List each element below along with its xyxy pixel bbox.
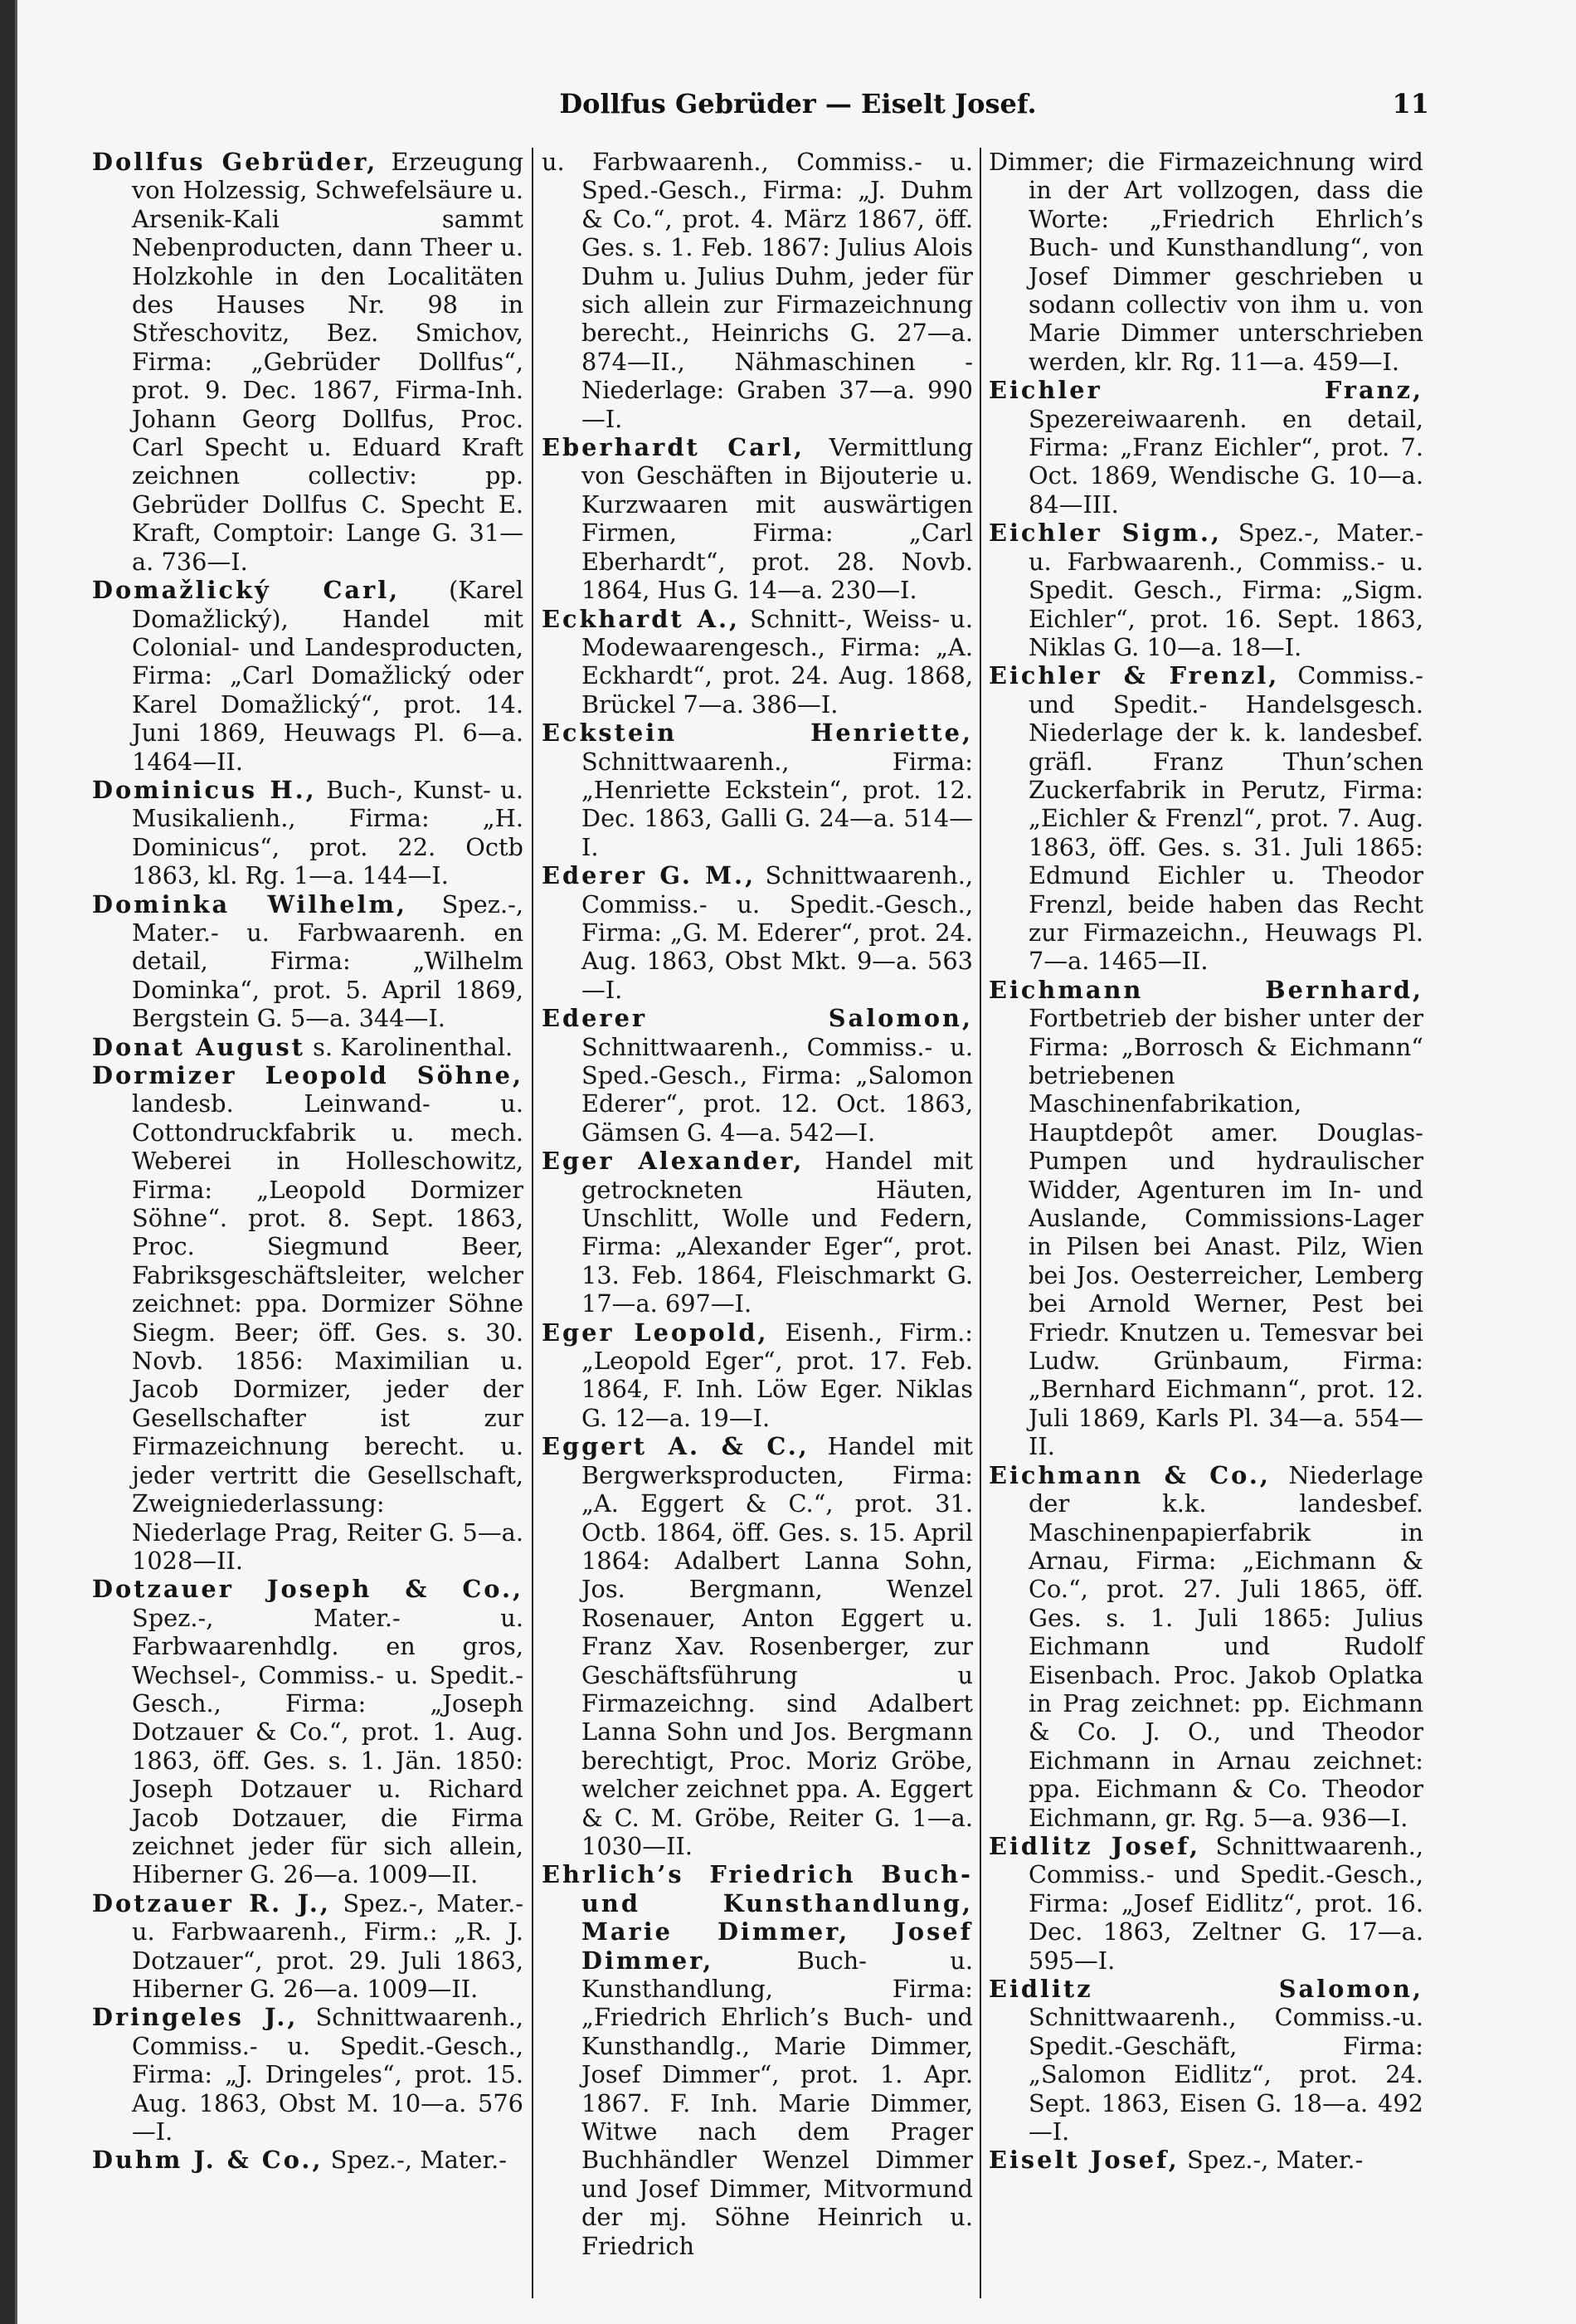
directory-entry [542,1004,973,1147]
entry-name: Eiselt Josef, [989,2146,1180,2175]
directory-entry [989,976,1423,1461]
entry-text: landesb. Leinwand- u. Cottondruckfabrik u. mech. Weberei in Holleschowitz, Firma: „Leopold Dormizer Söhne“. prot. 8. Sept. 1863, Proc. Siegmund Beer, Fabriksgeschäftsleiter, welcher zeichnet: ppa. Dormizer Söhne Siegm. Beer; öff. Ges. s. 30. Novb. 1856: Maximilian u. Jacob Dormizer, jeder der Gesellschafter ist zur Firmazeichnung berecht. u. jeder vertritt die Gesellschaft, Zweigniederlassung: Niederlage Prag, Reiter G. 5—a. 1028—II. [132,1089,523,1575]
entry-text: Schnittwaarenh., Firma: „Henriette Eckstein“, prot. 12. Dec. 1863, Galli G. 24—a. 514—I. [581,747,973,861]
directory-entry [92,148,523,576]
entry-name: Dollfus Gebrüder, [92,148,378,176]
entry-name: Eichler Sigm., [989,519,1222,548]
column-2 [542,148,973,2260]
directory-entry [989,2146,1423,2174]
entry-text: Spez.-, Mater.- u. Farbwaarenh., Commiss.- u. Spedit. Gesch., Firma: „Sigm. Eichler“, prot. 16. Sept. 1863, Niklas G. 10—a. 18—I. [1029,519,1423,661]
entry-name: Eidlitz Salomon, [989,1975,1423,2003]
directory-entry [542,1147,973,1318]
directory-entry [542,1318,973,1433]
entry-text: Niederlage der k.k. landesbef. Maschinenpapierfabrik in Arnau, Firma: „Eichmann & Co.“, prot. 27. Juli 1865, öff. Ges. s. 1. Juli 1865: Julius Eichmann und Rudolf Eisenbach. Proc. Jakob Oplatka in Prag zeichnet: pp. Eichmann & Co. J. O., und Theodor Eichmann in Arnau zeichnet: ppa. Eichmann & Co. Theodor Eichmann, gr. Rg. 5—a. 936—I. [1029,1460,1423,1832]
directory-entry [542,719,973,861]
entry-name: Eger Alexander, [542,1147,805,1176]
running-head: Dollfus Gebrüder — Eiselt Josef. [559,88,1037,119]
entry-name: Dotzauer R. J., [92,1888,331,1917]
entry-name: Duhm J. & Co., [92,2146,323,2175]
page-header [17,88,1576,126]
directory-entry [989,1832,1423,1975]
directory-entry [92,1061,523,1575]
entry-text: Buch-, Kunst- u. Musikalienh., Firma: „H. Dominicus“, prot. 22. Octb 1863, kl. Rg. 1—a. 144—I. [132,775,524,890]
entry-text: (Karel Domažlický), Handel mit Colonial- und Landesproducten, Firma: „Carl Domažlický oder Karel Domažlický“, prot. 14. Juni 1869, Heuwags Pl. 6—a. 1464—II. [132,576,523,776]
entry-text: Schnittwaarenh., Commiss.- und Spedit.-Gesch., Firma: „Josef Eidlitz“, prot. 16. Dec. 1863, Zeltner G. 17—a. 595—I. [1029,1831,1424,1975]
entry-name: Eichler Franz, [989,376,1423,405]
directory-entry [542,1432,973,1860]
entry-text: Commiss.- und Spedit.- Handelsgesch. Niederlage der k. k. landesbef. gräfl. Franz Thun’schen Zuckerfabrik in Perutz, Firma: „Eichler & Frenzl“, prot. 7. Aug. 1863, öff. Ges. s. 31. Juli 1865: Edmund Eichler u. Theodor Frenzl, beide haben das Recht zur Firmazeichn., Heuwags Pl. 7—a. 1465—II. [1029,661,1423,976]
entry-name: Eichler & Frenzl, [989,661,1280,690]
entry-text: Schnittwaarenh., Commiss.- u. Spedit.-Gesch., Firma: „G. M. Ederer“, prot. 24. Aug. 1863, Obst Mkt. 9—a. 563—I. [581,861,973,1004]
directory-entry [92,1033,523,1061]
directory-entry [542,605,973,719]
entry-text: Erzeugung von Holzessig, Schwefelsäure u. Arsenik-Kali sammt Nebenproducten, dann Theer u. Holzkohle in den Localitäten des Hauses Nr. 98 in Střeschovitz, Bez. Smichov, Firma: „Gebrüder Dollfus“, prot. 9. Dec. 1867, Firma-Inh. Johann Georg Dollfus, Proc. Carl Specht u. Eduard Kraft zeichnen collectiv: pp. Gebrüder Dollfus C. Specht E. Kraft, Comptoir: Lange G. 31—a. 736—I. [132,148,524,576]
entry-text: Schnitt-, Weiss- u. Modewaarengesch., Firma: „A. Eckhardt“, prot. 24. Aug. 1868, Brückel 7—a. 386—I. [581,604,974,719]
column-1 [92,148,523,2175]
entry-name: Dominicus H., [92,775,317,804]
column-rule [980,148,981,2298]
directory-entry [542,1860,973,2260]
entry-name: Donat August [92,1032,305,1061]
entry-text: Handel mit Bergwerksproducten, Firma: „A. Eggert & C.“, prot. 31. Octb. 1864, öff. Ges. s. 15. April 1864: Adalbert Lanna Sohn, Jos. Bergmann, Wenzel Rosenauer, Anton Eggert u. Franz Xav. Rosenberger, zur Geschäftsführung u Firmazeichng. sind Adalbert Lanna Sohn und Jos. Bergmann berechtigt, Proc. Moriz Gröbe, welcher zeichnet ppa. A. Eggert & C. M. Gröbe, Reiter G. 1—a. 1030—II. [581,1432,973,1860]
entry-name: Dotzauer Joseph & Co., [92,1575,523,1604]
entry-text: Vermittlung von Geschäften in Bijouterie u. Kurzwaaren mit auswärtigen Firmen, Firma: „Carl Eberhardt“, prot. 28. Novb. 1864, Hus G. 14—a. 230—I. [581,433,973,605]
entry-name: Eckhardt A., [542,604,741,633]
entry-text: Schnittwaarenh., Commiss.- u. Spedit.-Gesch., Firma: „J. Dringeles“, prot. 15. Aug. 1863, Obst M. 10—a. 576—I. [132,2003,524,2146]
entry-name: Eggert A. & C., [542,1432,810,1461]
entry-text: Schnittwaarenh., Commiss.-u. Spedit.-Geschäft, Firma: „Salomon Eidlitz“, prot. 24. Sept. 1863, Eisen G. 18—a. 492—I. [1029,2003,1423,2146]
entry-name: Eichmann & Co., [989,1460,1271,1489]
entry-text: Dimmer; die Firmazeichnung wird in der Art vollzogen, dass die Worte: „Friedrich Ehrlich’s Buch- und Kunsthandlung“, von Josef Dimmer geschrieben u sodann collectiv von ihm u. von Marie Dimmer unterschrieben werden, klr. Rg. 11—a. 459—I. [989,148,1423,376]
directory-page [15,0,1576,2324]
directory-entry [542,861,973,1004]
page-number: 11 [1392,88,1429,119]
entry-text: u. Farbwaarenh., Commiss.- u. Sped.-Gesch., Firma: „J. Duhm & Co.“, prot. 4. März 1867, öff. Ges. s. 1. Feb. 1867: Julius Alois Duhm u. Julius Duhm, jeder für sich allein zur Firmazeichnung berecht., Heinrichs G. 27—a. 874—II., Nähmaschinen - Niederlage: Graben 37—a. 990—I. [542,148,973,433]
entry-text: Buch- u. Kunsthandlung, Firma: „Friedrich Ehrlich’s Buch- und Kunsthandlg., Marie Dimmer, Josef Dimmer“, prot. 1. Apr. 1867. F. Inh. Marie Dimmer, Witwe nach dem Prager Buchhändler Wenzel Dimmer und Josef Dimmer, Mitvormund der mj. Söhne Heinrich u. Friedrich [581,1946,973,2260]
directory-entry [989,148,1423,376]
column-3 [989,148,1423,2175]
entry-name: Dringeles J., [92,2003,299,2032]
entry-name: Eckstein Henriette, [542,719,973,748]
entry-text: s. Karolinenthal. [313,1032,513,1061]
directory-entry [92,1575,523,1888]
entry-text: Spez.-, Mater.- [1187,2146,1364,2175]
directory-entry [92,576,523,776]
entry-name: Dormizer Leopold Söhne, [92,1061,523,1089]
entry-text: Spezereiwaarenh. en detail, Firma: „Franz Eichler“, prot. 7. Oct. 1869, Wendische G. 10—a. 84—III. [1029,404,1423,519]
entry-text: Schnittwaarenh., Commiss.- u. Sped.-Gesch., Firma: „Salomon Ederer“, prot. 12. Oct. 1863, Gämsen G. 4—a. 542—I. [581,1032,973,1147]
entry-text: Spez.-, Mater.- u. Farbwaarenh. en detail, Firma: „Wilhelm Dominka“, prot. 5. April 1869, Bergstein G. 5—a. 344—I. [132,889,523,1033]
entry-name: Ederer Salomon, [542,1004,973,1033]
directory-entry [92,2146,523,2174]
directory-entry [989,661,1423,975]
entry-text: Eisenh., Firm.: „Leopold Eger“, prot. 17. Feb. 1864, F. Inh. Löw Eger. Niklas G. 12—a. 19—I. [581,1318,973,1432]
entry-text: Handel mit getrockneten Häuten, Unschlitt, Wolle und Federn, Firma: „Alexander Eger“, prot. 13. Feb. 1864, Fleischmarkt G. 17—a. 697—I. [581,1147,974,1318]
directory-entry [989,376,1423,519]
entry-name: Eidlitz Josef, [989,1831,1201,1860]
directory-entry [989,1461,1423,1832]
directory-entry [92,776,523,890]
entry-text: Spez.-, Mater.- [330,2146,507,2175]
entry-name: Ederer G. M., [542,861,756,890]
entry-text: Fortbetrieb der bisher unter der Firma: „Borrosch & Eichmann“ betriebenen Maschinenfabrikation, Hauptdepôt amer. Douglas-Pumpen und hydraulischer Widder, Agenturen im In- und Auslande, Commissions-Lager in Pilsen bei Anast. Pilz, Wien bei Jos. Oesterreicher, Lemberg bei Arnold Werner, Pest bei Friedr. Knutzen u. Temesvar bei Ludw. Grünbaum, Firma: „Bernhard Eichmann“, prot. 12. Juli 1869, Karls Pl. 34—a. 554—II. [1029,1004,1423,1461]
directory-entry [989,1975,1423,2146]
directory-entry [92,2003,523,2146]
entry-name: Eger Leopold, [542,1318,769,1347]
entry-name: Ehrlich’s Friedrich Buch- und Kunsthandlung, Marie Dimmer, Josef Dimmer, [542,1860,973,1975]
entry-text: Spez.-, Mater.- u. Farbwaarenh., Firm.: „R. J. Dotzauer“, prot. 29. Juli 1863, Hiberner G. 26—a. 1009—II. [132,1888,524,2003]
directory-entry [542,148,973,433]
entry-name: Eichmann Bernhard, [989,975,1423,1004]
entry-text: Spez.-, Mater.- u. Farbwaarenhdlg. en gros, Wechsel-, Commiss.- u. Spedit.-Gesch., Firma: „Joseph Dotzauer & Co.“, prot. 1. Aug. 1863, öff. Ges. s. 1. Jän. 1850: Joseph Dotzauer u. Richard Jacob Dotzauer, die Firma zeichnet jeder für sich allein, Hiberner G. 26—a. 1009—II. [132,1603,523,1889]
directory-entry [542,433,973,604]
directory-entry [92,890,523,1033]
column-rule [532,148,533,2298]
entry-name: Domažlický Carl, [92,576,401,605]
entry-name: Dominka Wilhelm, [92,889,407,918]
entry-name: Eberhardt Carl, [542,433,805,462]
directory-entry [989,519,1423,661]
directory-entry [92,1889,523,2004]
